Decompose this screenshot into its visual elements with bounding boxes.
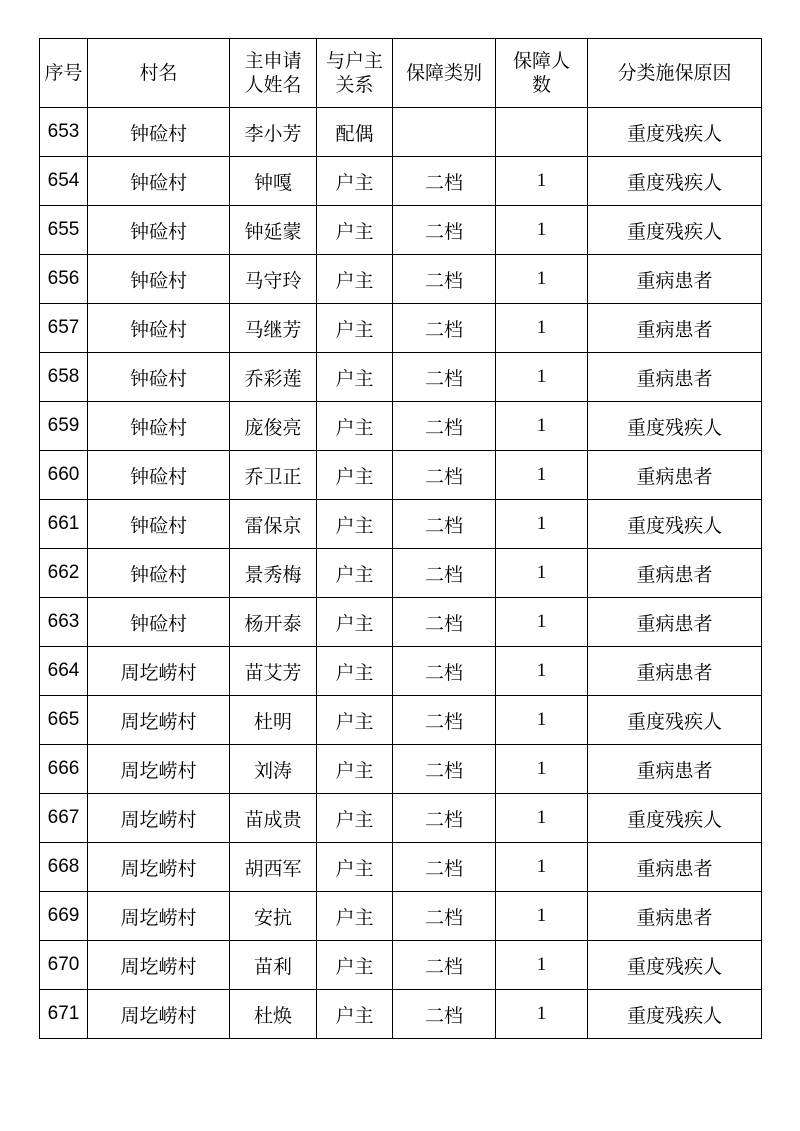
cell-count: 1 xyxy=(496,451,588,500)
table-row xyxy=(40,304,762,353)
header-applicant-line1: 主申请 xyxy=(244,50,302,72)
cell-village: 周圪崂村 xyxy=(88,941,230,990)
cell-relation: 户主 xyxy=(317,598,393,647)
cell-village: 钟硷村 xyxy=(88,304,230,353)
cell-village: 钟硷村 xyxy=(88,598,230,647)
cell-category: 二档 xyxy=(393,843,496,892)
cell-relation: 户主 xyxy=(317,157,393,206)
cell-category: 二档 xyxy=(393,892,496,941)
cell-reason: 重病患者 xyxy=(588,647,762,696)
header-relation-line2: 关系 xyxy=(335,74,374,96)
table-row xyxy=(40,451,762,500)
cell-category: 二档 xyxy=(393,304,496,353)
cell-category: 二档 xyxy=(393,598,496,647)
cell-seq: 653 xyxy=(40,108,88,157)
cell-count: 1 xyxy=(496,304,588,353)
cell-reason: 重度残疾人 xyxy=(588,990,762,1039)
cell-relation: 户主 xyxy=(317,745,393,794)
cell-reason: 重病患者 xyxy=(588,598,762,647)
cell-seq: 655 xyxy=(40,206,88,255)
cell-reason: 重病患者 xyxy=(588,892,762,941)
cell-count: 1 xyxy=(496,206,588,255)
cell-reason: 重度残疾人 xyxy=(588,794,762,843)
cell-reason: 重病患者 xyxy=(588,549,762,598)
cell-village: 钟硷村 xyxy=(88,157,230,206)
cell-relation: 户主 xyxy=(317,402,393,451)
assistance-record-table xyxy=(39,38,762,1039)
cell-relation: 户主 xyxy=(317,549,393,598)
cell-reason: 重病患者 xyxy=(588,304,762,353)
cell-category: 二档 xyxy=(393,206,496,255)
cell-count: 1 xyxy=(496,500,588,549)
cell-category: 二档 xyxy=(393,353,496,402)
table-row xyxy=(40,794,762,843)
cell-reason: 重病患者 xyxy=(588,843,762,892)
cell-category xyxy=(393,108,496,157)
cell-reason: 重度残疾人 xyxy=(588,402,762,451)
cell-reason: 重病患者 xyxy=(588,745,762,794)
table-row xyxy=(40,892,762,941)
cell-applicant-name: 安抗 xyxy=(230,892,317,941)
table-row xyxy=(40,500,762,549)
cell-count: 1 xyxy=(496,745,588,794)
cell-reason: 重病患者 xyxy=(588,451,762,500)
cell-reason: 重度残疾人 xyxy=(588,941,762,990)
cell-seq: 659 xyxy=(40,402,88,451)
cell-category: 二档 xyxy=(393,255,496,304)
header-category: 保障类别 xyxy=(393,39,496,108)
cell-count: 1 xyxy=(496,843,588,892)
table-row xyxy=(40,108,762,157)
cell-seq: 658 xyxy=(40,353,88,402)
header-reason: 分类施保原因 xyxy=(588,39,762,108)
cell-category: 二档 xyxy=(393,500,496,549)
cell-relation: 户主 xyxy=(317,990,393,1039)
cell-applicant-name: 刘涛 xyxy=(230,745,317,794)
cell-count: 1 xyxy=(496,598,588,647)
table-row xyxy=(40,598,762,647)
cell-seq: 660 xyxy=(40,451,88,500)
cell-village: 钟硷村 xyxy=(88,353,230,402)
header-relation-line1: 与户主 xyxy=(325,50,383,72)
cell-applicant-name: 马继芳 xyxy=(230,304,317,353)
cell-category: 二档 xyxy=(393,745,496,794)
cell-applicant-name: 胡西军 xyxy=(230,843,317,892)
cell-count: 1 xyxy=(496,157,588,206)
cell-village: 钟硷村 xyxy=(88,500,230,549)
cell-count: 1 xyxy=(496,941,588,990)
cell-applicant-name: 景秀梅 xyxy=(230,549,317,598)
cell-category: 二档 xyxy=(393,941,496,990)
cell-seq: 656 xyxy=(40,255,88,304)
header-count-line1: 保障人 xyxy=(512,50,570,72)
cell-reason: 重度残疾人 xyxy=(588,157,762,206)
cell-village: 钟硷村 xyxy=(88,255,230,304)
cell-seq: 669 xyxy=(40,892,88,941)
table-body xyxy=(40,108,762,1039)
cell-count: 1 xyxy=(496,549,588,598)
cell-count: 1 xyxy=(496,892,588,941)
cell-seq: 671 xyxy=(40,990,88,1039)
cell-applicant-name: 钟嘎 xyxy=(230,157,317,206)
header-count-line2: 数 xyxy=(531,74,551,96)
cell-reason: 重度残疾人 xyxy=(588,108,762,157)
cell-category: 二档 xyxy=(393,647,496,696)
cell-count: 1 xyxy=(496,353,588,402)
cell-relation: 户主 xyxy=(317,206,393,255)
cell-seq: 662 xyxy=(40,549,88,598)
cell-village: 周圪崂村 xyxy=(88,892,230,941)
cell-reason: 重病患者 xyxy=(588,353,762,402)
header-applicant-name xyxy=(230,39,317,108)
table-row xyxy=(40,647,762,696)
cell-village: 周圪崂村 xyxy=(88,794,230,843)
cell-reason: 重度残疾人 xyxy=(588,696,762,745)
table-row xyxy=(40,745,762,794)
cell-applicant-name: 杨开泰 xyxy=(230,598,317,647)
cell-seq: 670 xyxy=(40,941,88,990)
cell-applicant-name: 马守玲 xyxy=(230,255,317,304)
cell-count: 1 xyxy=(496,696,588,745)
table-row xyxy=(40,941,762,990)
table-row xyxy=(40,696,762,745)
cell-applicant-name: 庞俊亮 xyxy=(230,402,317,451)
cell-seq: 663 xyxy=(40,598,88,647)
cell-applicant-name: 苗利 xyxy=(230,941,317,990)
cell-village: 周圪崂村 xyxy=(88,990,230,1039)
table-row xyxy=(40,843,762,892)
table-row xyxy=(40,990,762,1039)
cell-village: 周圪崂村 xyxy=(88,745,230,794)
table-row xyxy=(40,353,762,402)
cell-village: 周圪崂村 xyxy=(88,647,230,696)
cell-count: 1 xyxy=(496,647,588,696)
cell-count: 1 xyxy=(496,794,588,843)
cell-category: 二档 xyxy=(393,402,496,451)
table-header xyxy=(40,39,762,108)
cell-village: 钟硷村 xyxy=(88,206,230,255)
cell-relation: 户主 xyxy=(317,843,393,892)
header-count xyxy=(496,39,588,108)
cell-category: 二档 xyxy=(393,794,496,843)
cell-seq: 665 xyxy=(40,696,88,745)
cell-category: 二档 xyxy=(393,549,496,598)
table-row xyxy=(40,157,762,206)
cell-village: 钟硷村 xyxy=(88,108,230,157)
cell-seq: 657 xyxy=(40,304,88,353)
table-row xyxy=(40,206,762,255)
cell-count xyxy=(496,108,588,157)
cell-seq: 668 xyxy=(40,843,88,892)
cell-village: 周圪崂村 xyxy=(88,696,230,745)
cell-applicant-name: 乔彩莲 xyxy=(230,353,317,402)
cell-category: 二档 xyxy=(393,157,496,206)
cell-applicant-name: 杜焕 xyxy=(230,990,317,1039)
header-relation xyxy=(317,39,393,108)
cell-village: 钟硷村 xyxy=(88,451,230,500)
cell-count: 1 xyxy=(496,255,588,304)
cell-relation: 户主 xyxy=(317,892,393,941)
cell-applicant-name: 苗成贵 xyxy=(230,794,317,843)
header-village: 村名 xyxy=(88,39,230,108)
cell-relation: 户主 xyxy=(317,647,393,696)
cell-relation: 户主 xyxy=(317,794,393,843)
cell-seq: 664 xyxy=(40,647,88,696)
cell-relation: 配偶 xyxy=(317,108,393,157)
header-row xyxy=(40,39,762,108)
cell-applicant-name: 苗艾芳 xyxy=(230,647,317,696)
header-seq: 序号 xyxy=(40,39,88,108)
cell-applicant-name: 钟延蒙 xyxy=(230,206,317,255)
cell-relation: 户主 xyxy=(317,941,393,990)
cell-seq: 661 xyxy=(40,500,88,549)
cell-applicant-name: 李小芳 xyxy=(230,108,317,157)
cell-village: 钟硷村 xyxy=(88,549,230,598)
cell-village: 钟硷村 xyxy=(88,402,230,451)
cell-relation: 户主 xyxy=(317,304,393,353)
cell-seq: 666 xyxy=(40,745,88,794)
cell-reason: 重病患者 xyxy=(588,255,762,304)
cell-seq: 654 xyxy=(40,157,88,206)
table-row xyxy=(40,255,762,304)
cell-relation: 户主 xyxy=(317,696,393,745)
header-applicant-line2: 人姓名 xyxy=(244,74,302,96)
cell-relation: 户主 xyxy=(317,500,393,549)
cell-applicant-name: 雷保京 xyxy=(230,500,317,549)
cell-applicant-name: 乔卫正 xyxy=(230,451,317,500)
cell-seq: 667 xyxy=(40,794,88,843)
cell-count: 1 xyxy=(496,402,588,451)
cell-category: 二档 xyxy=(393,696,496,745)
cell-relation: 户主 xyxy=(317,353,393,402)
cell-reason: 重度残疾人 xyxy=(588,500,762,549)
table-row xyxy=(40,549,762,598)
cell-village: 周圪崂村 xyxy=(88,843,230,892)
cell-applicant-name: 杜明 xyxy=(230,696,317,745)
cell-reason: 重度残疾人 xyxy=(588,206,762,255)
table-row xyxy=(40,402,762,451)
cell-count: 1 xyxy=(496,990,588,1039)
cell-relation: 户主 xyxy=(317,451,393,500)
cell-category: 二档 xyxy=(393,451,496,500)
cell-relation: 户主 xyxy=(317,255,393,304)
cell-category: 二档 xyxy=(393,990,496,1039)
